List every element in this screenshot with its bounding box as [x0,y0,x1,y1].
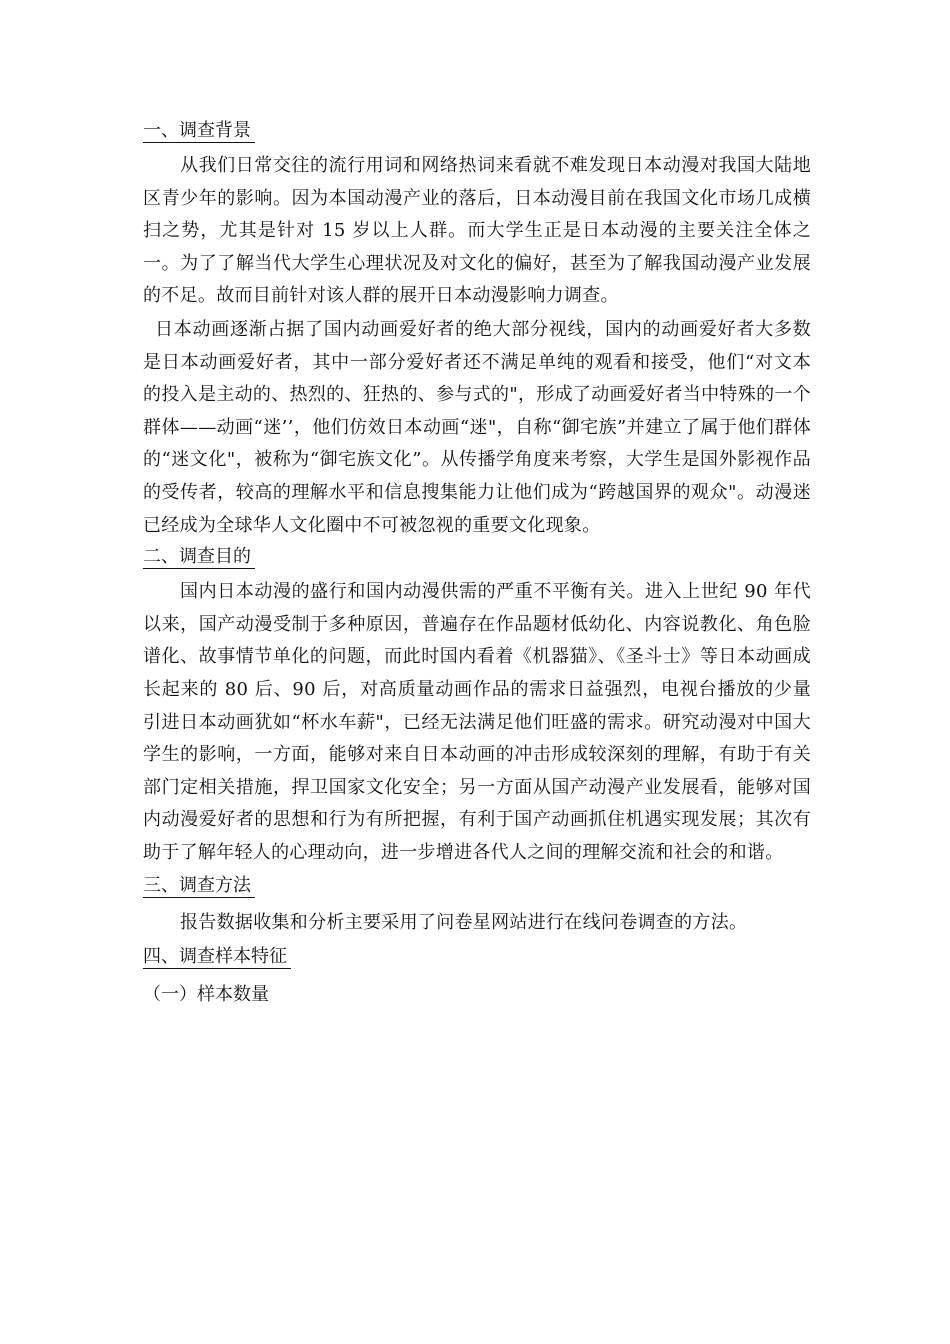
background-paragraph-2: 日本动画逐渐占据了国内动画爱好者的绝大部分视线，国内的动画爱好者大多数是日本动画爱好者，其中一部分爱好者还不满足单纯的观看和接受，他们“对文本的投入是主动的、热烈的、狂热的、参与式的"，形成了动画爱好者当中特殊的一个群体——动画“迷’’，他们仿效日本动画“迷"，自称“御宅族”并建立了属于他们群体的“迷文化"，被称为“御宅族文化”。从传播学角度来考察，大学生是国外影视作品的受传者，较高的理解水平和信息搜集能力让他们成为“跨越国界的观众"。动漫迷已经成为全球华人文化圈中不可被忽视的重要文化现象。 [143,318,811,536]
section-heading-method-text: 三、调查方法 [143,875,255,898]
section-heading-background-text: 一、调查背景 [143,120,255,143]
section-heading-background [143,118,811,148]
section-heading-sample-text: 四、调查样本特征 [143,946,291,969]
background-paragraph-1: 从我们日常交往的流行用词和网络热词来看就不难发现日本动漫对我国大陆地区青少年的影响。因为本国动漫产业的落后，日本动漫目前在我国文化市场几成横扫之势，尤其是针对 15 岁以上人群。而大学生正是日本动漫的主要关注全体之一。为了了解当代大学生心理状况及对文化的偏好，甚至为了解我国动漫产业发展的不足。故而目前针对该人群的展开日本动漫影响力调查。 [143,155,811,307]
section-heading-method [143,873,811,903]
document-page [143,118,811,1010]
method-paragraph-1: 报告数据收集和分析主要采用了问卷星网站进行在线问卷调查的方法。 [180,912,748,934]
section-heading-purpose-text: 二、调查目的 [143,546,255,569]
subsection-sample-count: （一）样本数量 [143,984,269,1006]
purpose-paragraph-1: 国内日本动漫的盛行和国内动漫供需的严重不平衡有关。进入上世纪 90 年代以来，国产动漫受制于多种原因，普遍存在作品题材低幼化、内容说教化、角色脸谱化、故事情节单化的问题，而此时国内看着《机器猫》、《圣斗士》等日本动画成长起来的 80 后、90 后，对高质量动画作品的需求日益强烈，电视台播放的少量引进日本动画犹如“杯水车薪"，已经无法满足他们旺盛的需求。研究动漫对中国大学生的影响，一方面，能够对来自日本动画的冲击形成较深刻的理解，有助于有关部门定相关措施，捍卫国家文化安全；另一方面从国产动漫产业发展看，能够对国内动漫爱好者的思想和行为有所把握，有利于国产动画抓住机遇实现发展；其次有助于了解年轻人的心理动向，进一步增进各代人之间的理解交流和社会的和谐。 [143,581,811,863]
section-heading-purpose [143,544,811,574]
section-heading-sample [143,944,811,974]
